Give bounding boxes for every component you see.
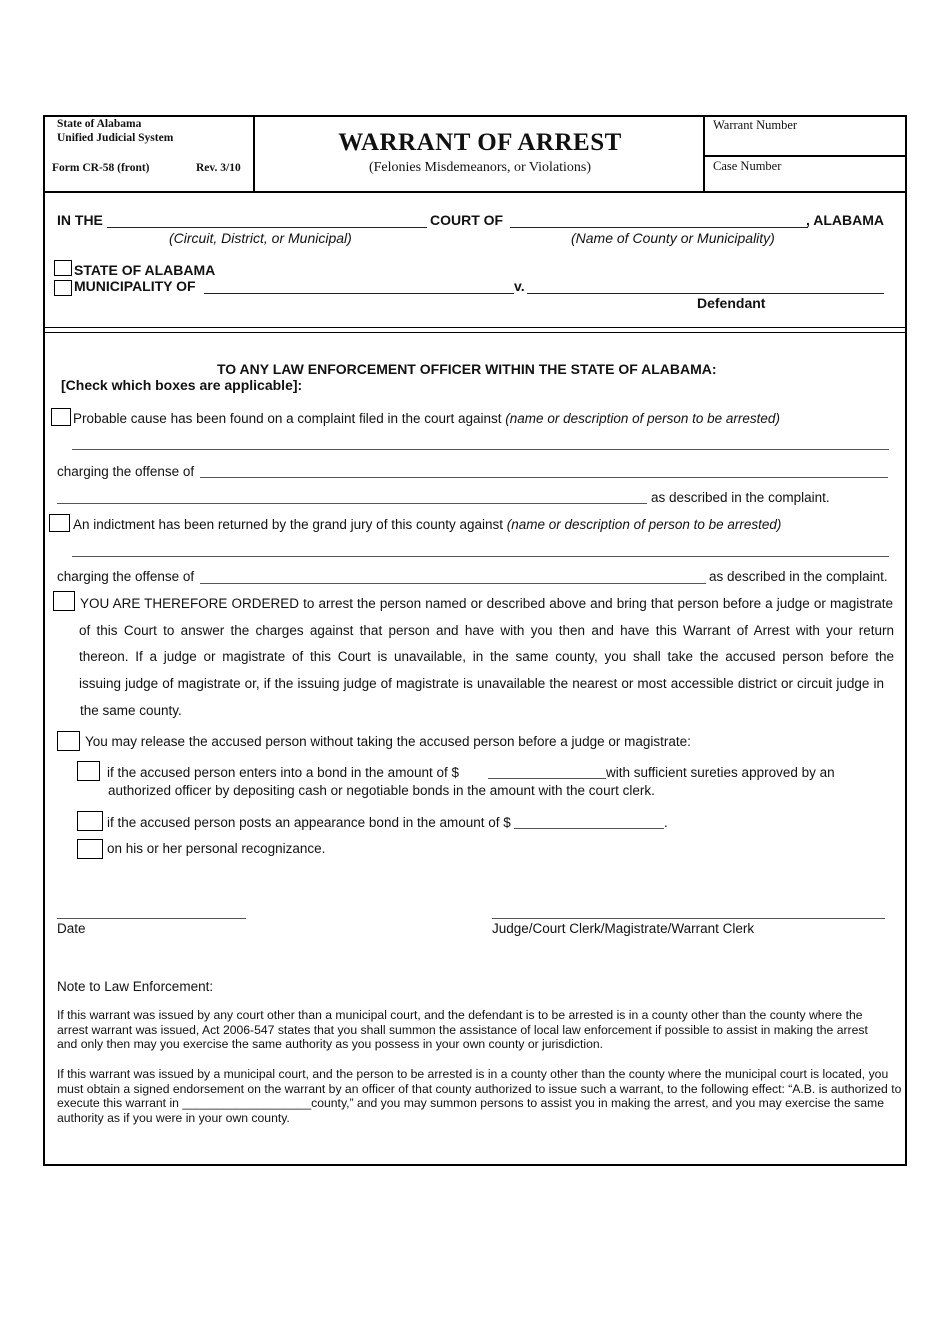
recognizance-text: on his or her personal recognizance. [107, 841, 326, 856]
form-id: Form CR-58 (front) [52, 162, 150, 174]
bond-text-prefix: if the accused person enters into a bond in the amount of $ [107, 765, 459, 780]
signature-field[interactable] [492, 918, 885, 919]
defendant-label: Defendant [697, 295, 766, 311]
state-of-alabama-label: STATE OF ALABAMA [74, 262, 216, 278]
appearance-bond-checkbox[interactable] [77, 811, 103, 831]
bond-text-line2: authorized officer by depositing cash or negotiable bonds in the amount with the court clerk. [108, 783, 655, 798]
release-checkbox[interactable] [57, 731, 80, 751]
offense-field-2[interactable] [200, 583, 706, 584]
header-numbers-divider [705, 155, 905, 157]
offense-field-1[interactable] [200, 477, 888, 478]
indictment-checkbox[interactable] [49, 514, 70, 532]
signer-label: Judge/Court Clerk/Magistrate/Warrant Clerk [492, 921, 755, 936]
appearance-period: . [664, 815, 668, 830]
as-described-1: as described in the complaint. [651, 490, 830, 505]
ordered-checkbox[interactable] [53, 591, 75, 611]
municipality-checkbox[interactable] [54, 280, 72, 296]
indictment-text: An indictment has been returned by the grand jury of this county against (name or description of person to be arrested) [73, 517, 782, 532]
probable-cause-text: Probable cause has been found on a complaint filed in the court against (name or description of person to be arrested) [73, 411, 780, 426]
ordered-line-3: thereon. If a judge or magistrate of this Court is unavailable, in the same county, you shall take the accused person before the [79, 649, 894, 664]
municipality-field[interactable] [204, 293, 514, 294]
bond-text-suffix: with sufficient sureties approved by an [606, 765, 835, 780]
note-paragraph-1: If this warrant was issued by any court other than a municipal court, and the defendant is to be arrested is in a county other than the county where the arrest warrant was issued, Act 2006-547 states that you shall summon the assistance of local law enforcement if possible to assist in making the arrest and only then may you exercise the same authority as you possess in your own county or jurisdiction. [57, 1008, 868, 1052]
probable-cause-checkbox[interactable] [51, 408, 71, 426]
defendant-field[interactable] [527, 293, 884, 294]
court-type-field[interactable] [107, 227, 427, 228]
municipality-label: MUNICIPALITY OF [74, 278, 196, 294]
indictment-person-field[interactable] [72, 556, 889, 557]
court-type-caption: (Circuit, District, or Municipal) [169, 230, 352, 246]
form-subtitle: (Felonies Misdemeanors, or Violations) [368, 160, 592, 175]
section-rule-bottom [43, 332, 907, 333]
form-title: WARRANT OF ARREST [338, 129, 622, 156]
appearance-amount-field[interactable] [514, 828, 664, 829]
check-instruction: [Check which boxes are applicable]: [61, 377, 303, 393]
ordered-line-2: of this Court to answer the charges against that person and have with you then and have this Warrant of Arrest with your return [79, 623, 894, 638]
section-rule-top [43, 327, 907, 328]
form-revision: Rev. 3/10 [196, 162, 241, 174]
state-of-alabama-checkbox[interactable] [54, 260, 72, 276]
as-described-2: as described in the complaint. [709, 569, 888, 584]
charging-label-1: charging the offense of [57, 464, 195, 479]
date-field[interactable] [57, 918, 246, 919]
note-paragraph-2: If this warrant was issued by a municipal court, and the person to be arrested is in a county other than the county where the municipal court is located, you must obtain a signed endorsement on the warrant by an officer of that county authorized to issue such a warrant, to the following effect: “A.B. is authorized to execute this warrant in ___________________county,” and you may summon persons to assist you in making the arrest, and you may exercise the same authority as if you were in your own county. [57, 1067, 902, 1125]
court-of-label: COURT OF [430, 212, 504, 228]
header-bottom-rule [43, 191, 907, 193]
county-field[interactable] [510, 227, 808, 228]
offense-field-1b[interactable] [57, 503, 647, 504]
date-label: Date [57, 921, 86, 936]
charging-label-2: charging the offense of [57, 569, 195, 584]
ordered-line-1: YOU ARE THEREFORE ORDERED to arrest the person named or described above and bring that person before a judge or magistrate [80, 596, 893, 611]
release-text: You may release the accused person without taking the accused person before a judge or magistrate: [85, 734, 691, 749]
probable-cause-person-field[interactable] [72, 449, 889, 450]
alabama-label: , ALABAMA [806, 212, 885, 228]
county-caption: (Name of County or Municipality) [571, 230, 775, 246]
addressee: TO ANY LAW ENFORCEMENT OFFICER WITHIN THE STATE OF ALABAMA: [217, 361, 717, 377]
case-number-label: Case Number [713, 159, 782, 173]
ordered-line-5: the same county. [80, 703, 182, 718]
in-the-label: IN THE [57, 212, 103, 228]
bond-amount-field[interactable] [488, 778, 606, 779]
recognizance-checkbox[interactable] [77, 839, 103, 859]
state-name: State of Alabama [57, 118, 142, 130]
appearance-bond-text: if the accused person posts an appearance bond in the amount of $ [107, 815, 511, 830]
warrant-number-label: Warrant Number [713, 118, 798, 132]
versus-label: v. [514, 278, 525, 294]
bond-checkbox[interactable] [77, 761, 100, 781]
ordered-line-4: issuing judge of magistrate or, if the issuing judge of magistrate is unavailable the nearest or most accessible district or circuit judge in [79, 676, 884, 691]
note-heading: Note to Law Enforcement: [57, 979, 214, 994]
judicial-system-name: Unified Judicial System [57, 132, 174, 144]
